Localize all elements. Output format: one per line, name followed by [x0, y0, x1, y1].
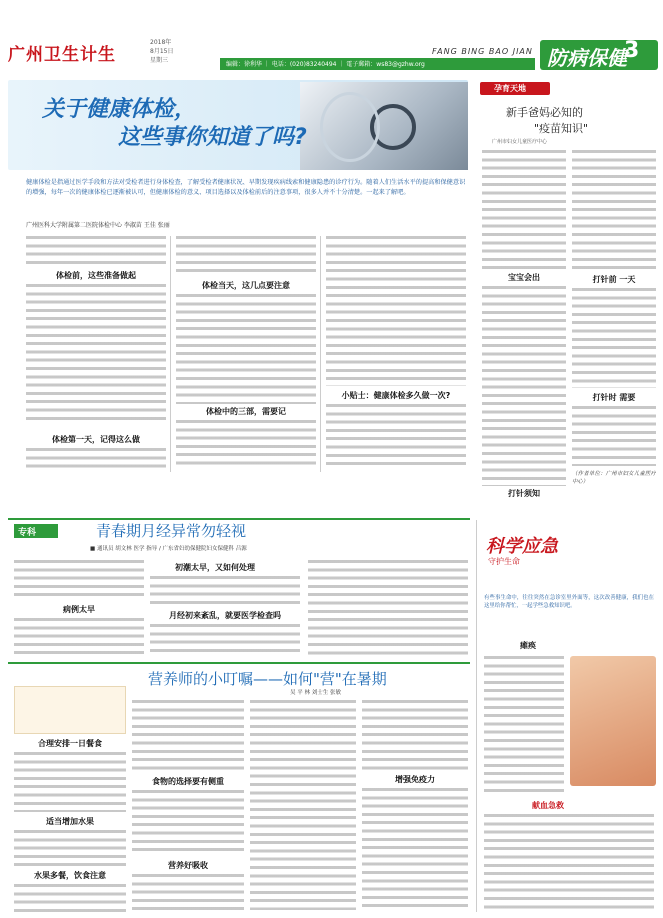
nutrition-headline: 营养师的小叮嘱——如何"营"在暑期: [148, 670, 387, 688]
column-divider: [476, 520, 477, 912]
vaccine-subhead-1: 宝宝会出: [508, 273, 540, 282]
meta-weekday: 星期三: [150, 57, 169, 64]
nutrition-subhead-4: 食物的选择要有侧重: [152, 777, 224, 786]
vaccine-subhead-2: 打针须知: [508, 489, 540, 498]
text-block: [26, 236, 166, 266]
menstruation-subhead-3: 月经初来紊乱，就要医学检查吗: [169, 611, 281, 620]
subhead-tips: 小贴士：健康体检多久做一次?: [341, 391, 451, 400]
emergency-logo-sub: 守护生命: [488, 557, 520, 566]
lead-paragraph: 健康体检是指通过医学手段和方法对受检者进行身体检查，了解受检者健康状况、早期发现疾病线索和健康隐患的诊疗行为。随着人们生活水平的提高和保健意识的增强，每年一次的健康体检已逐渐被认可，但健康体检的意义、项目选择以及体检前后的注意事项，很多人并不十分清楚。一起来了解吧。: [26, 179, 466, 196]
article-byline: 广州医科大学附属第二医院体检中心 李淑苗 王佳 张丽: [26, 222, 170, 229]
vaccine-subhead-4: 打针时 需要: [592, 393, 636, 402]
headline-line2: 这些事你知道了吗?: [118, 125, 307, 150]
menstruation-byline: ■ 通讯员 胡文林 医学 指导 / 广东省妇幼保健院妇女保健科 吕源: [90, 546, 247, 552]
editor-info: 编辑：徐利华 ｜ 电话：(020)83240494 ｜ 電子郵箱：ws83@gzhw.org: [226, 61, 425, 68]
text-block: [132, 874, 244, 912]
specialty-tag-label: 专科: [18, 528, 37, 538]
emergency-subhead-2: 献血急救: [532, 801, 564, 810]
text-block: [362, 700, 468, 770]
page-number: 3: [624, 38, 640, 63]
nutrition-subhead-5: 增强免疫力: [395, 775, 435, 784]
text-block: [362, 788, 468, 910]
headline-line1: 关于健康体检，: [42, 97, 197, 122]
stethoscope-photo: [300, 82, 468, 170]
column-divider: [170, 236, 171, 472]
emergency-subhead-1: 瘫痪: [520, 641, 536, 650]
nutrition-subhead-6: 营养好吸收: [168, 861, 208, 870]
text-block: [14, 618, 144, 656]
nutrition-subhead-1: 合理安排一日餐食: [38, 739, 102, 748]
vaccine-footer: （作者单位：广州市妇女儿童医疗中心）: [572, 471, 656, 486]
category-tag-label: 孕育天地: [494, 84, 526, 93]
text-block: [484, 656, 564, 796]
nutrition-subhead-2: 适当增加水果: [46, 817, 94, 826]
text-block: [14, 560, 144, 600]
text-block: [572, 288, 656, 388]
first-aid-photo: [570, 656, 656, 786]
text-block: [14, 830, 126, 866]
menstruation-subhead-1: 病例太早: [63, 605, 95, 614]
vaccine-byline: 广州市妇女儿童医疗中心: [492, 139, 548, 145]
text-block: [26, 284, 166, 424]
menstruation-headline: 青春期月经异常勿轻视: [96, 522, 247, 540]
newspaper-name: 广州卫生计生: [8, 45, 116, 65]
subhead-exam-day: 体检当天，这几点要注意: [202, 281, 290, 290]
text-block: [308, 560, 468, 656]
meta-date: 8月15日: [150, 48, 174, 55]
text-block: [132, 700, 244, 772]
text-block: [484, 814, 654, 910]
text-block: [250, 700, 356, 910]
section-rule: [8, 662, 470, 664]
nutrition-byline: 吴 平 林 刘士生 张敏: [290, 690, 341, 696]
text-block: [14, 752, 126, 812]
text-block: [26, 448, 166, 468]
text-block: [326, 236, 466, 386]
text-block: [176, 294, 316, 404]
text-block: [132, 790, 244, 856]
text-block: [150, 576, 300, 606]
subhead-three-parts: 体检中的三部，需要记: [206, 407, 286, 416]
emergency-logo: 科学应急: [486, 536, 558, 557]
text-block: [176, 420, 316, 470]
section-pinyin: FANG BING BAO JIAN: [432, 47, 533, 56]
column-divider: [320, 236, 321, 472]
text-block: [326, 404, 466, 468]
text-block: [482, 286, 566, 486]
text-block: [14, 884, 126, 912]
vaccine-title-line1: 新手爸妈必知的: [506, 106, 583, 119]
intro-box: [14, 686, 126, 734]
vaccine-title-line2: "疫苗知识": [534, 122, 589, 135]
text-block: [150, 624, 300, 656]
emergency-intro: 有些事生命中，往往突然在急诊室里外面等，这次改善健康，我们也在这里给你帮忙，一起学些急救知识吧。: [484, 595, 654, 610]
section-title: 防病保健: [547, 46, 627, 70]
text-block: [482, 150, 566, 270]
subhead-prepare: 体检前，这些准备做起: [56, 271, 136, 280]
issue-date: [150, 38, 173, 65]
text-block: [572, 150, 656, 270]
subhead-first-day: 体检第一天，记得这么做: [52, 435, 140, 444]
vaccine-subhead-3: 打针前 一天: [592, 275, 636, 284]
text-block: [176, 236, 316, 276]
text-block: [572, 406, 656, 466]
menstruation-subhead-2: 初潮太早，又如何处理: [175, 563, 255, 572]
meta-year: 2018年: [150, 39, 172, 46]
nutrition-subhead-3: 水果多餐，饮食注意: [34, 871, 106, 880]
